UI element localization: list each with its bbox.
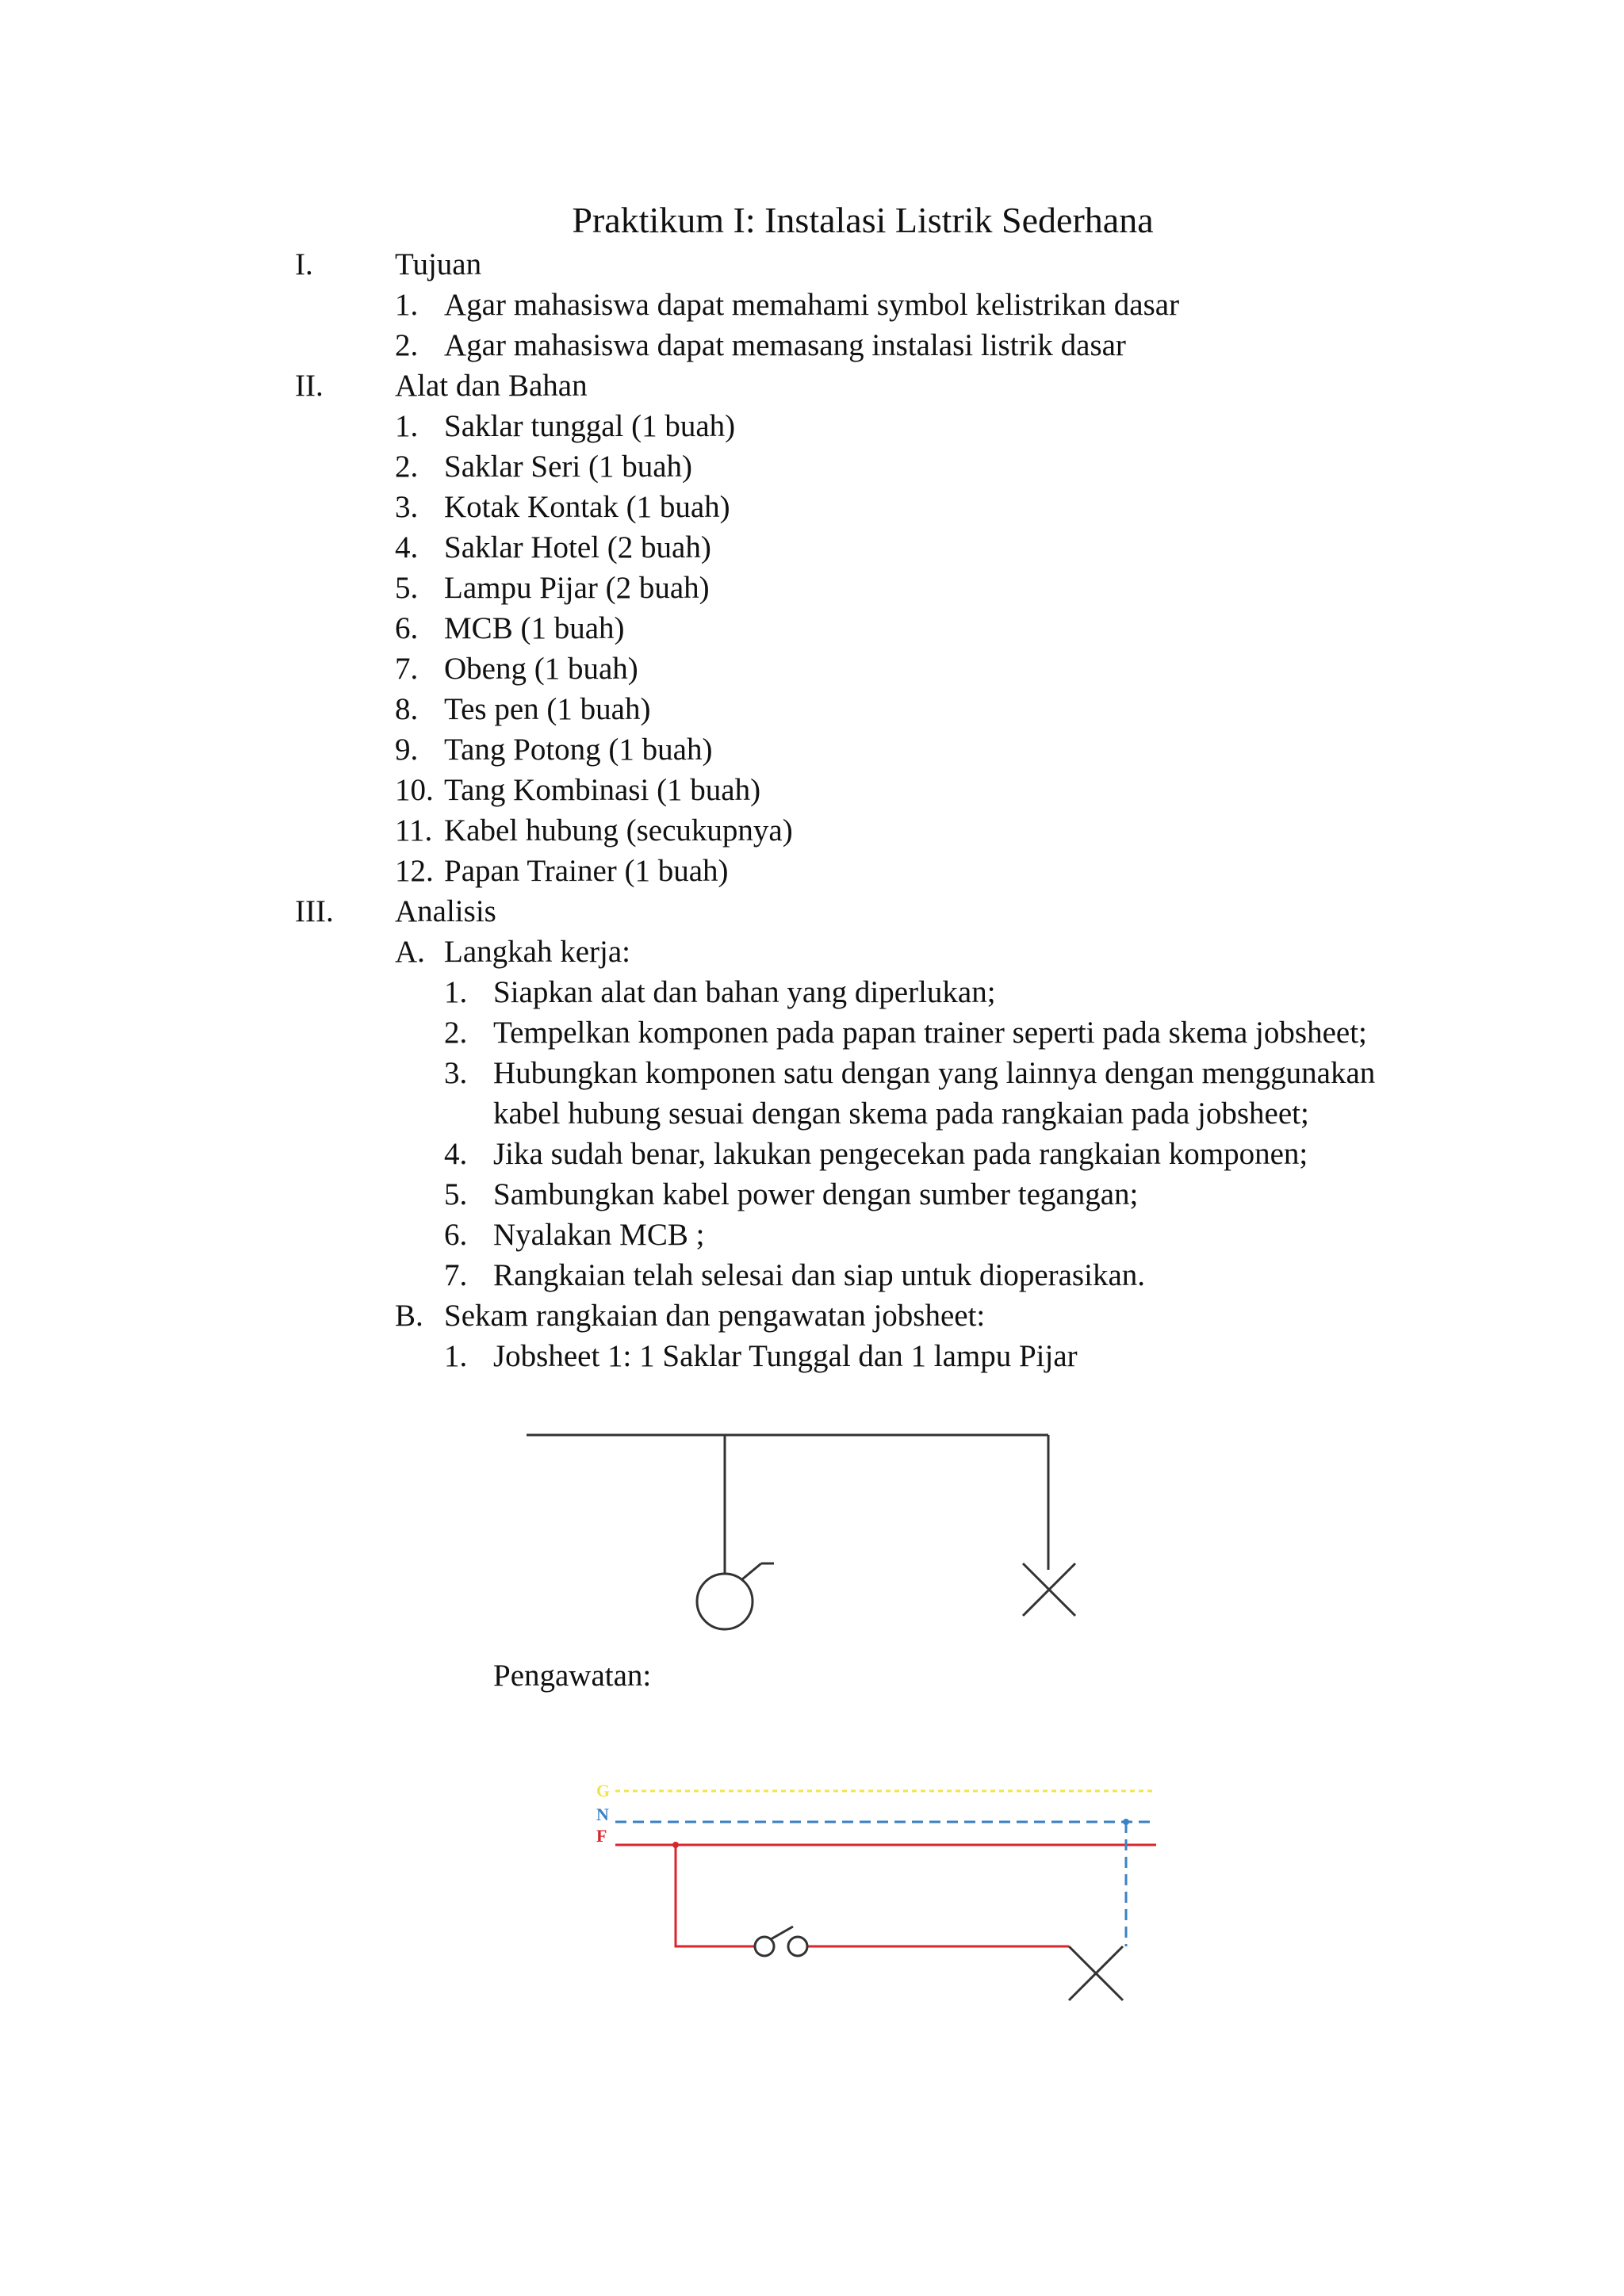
step-text: Tempelkan komponen pada papan trainer seperti pada skema jobsheet; xyxy=(493,1016,1367,1050)
list-number: 4. xyxy=(395,530,419,564)
list-number: 9. xyxy=(395,733,419,767)
list-text: Lampu Pijar (2 buah) xyxy=(444,571,710,605)
list-number: 1. xyxy=(395,409,419,443)
switch-symbol-icon xyxy=(755,1927,807,1956)
list-number: 8. xyxy=(395,692,419,726)
list-text: Saklar Hotel (2 buah) xyxy=(444,530,711,564)
section-heading: Tujuan xyxy=(395,247,482,281)
list-text: Tang Kombinasi (1 buah) xyxy=(444,773,761,807)
step-text: Rangkaian telah selesai dan siap untuk dioperasikan. xyxy=(493,1258,1146,1292)
step-number: 3. xyxy=(444,1056,468,1090)
subsection-title: Sekam rangkaian dan pengawatan jobsheet: xyxy=(444,1299,986,1333)
list-item xyxy=(395,487,730,527)
section-numeral: II. xyxy=(295,369,324,403)
list-number: 6. xyxy=(395,611,419,645)
step-number: 1. xyxy=(444,1339,468,1373)
list-item xyxy=(395,406,735,446)
wire-label-n: N xyxy=(596,1804,609,1824)
list-text: Agar mahasiswa dapat memasang instalasi listrik dasar xyxy=(444,328,1126,362)
phase-to-switch-wire xyxy=(676,1845,755,1946)
section-heading: Alat dan Bahan xyxy=(395,369,588,403)
step-number: 5. xyxy=(444,1177,468,1211)
lamp-symbol-icon xyxy=(1023,1563,1075,1616)
lamp-symbol-icon xyxy=(1069,1946,1123,2000)
step-item xyxy=(444,1012,1367,1053)
list-item xyxy=(395,608,625,649)
list-item xyxy=(395,729,712,770)
list-item xyxy=(395,285,1179,325)
list-item xyxy=(395,325,1126,365)
page-title: Praktikum I: Instalasi Listrik Sederhana xyxy=(572,200,1154,240)
list-text: Tang Potong (1 buah) xyxy=(444,733,713,767)
list-text: Saklar Seri (1 buah) xyxy=(444,450,692,484)
step-item xyxy=(444,1215,704,1255)
list-text: Tes pen (1 buah) xyxy=(444,692,651,726)
step-text: Siapkan alat dan bahan yang diperlukan; xyxy=(493,975,996,1009)
list-number: 12. xyxy=(395,854,434,888)
list-number: 2. xyxy=(395,450,419,484)
step-item xyxy=(444,972,996,1012)
subsection-title: Langkah kerja: xyxy=(444,935,630,969)
list-number: 3. xyxy=(395,490,419,524)
list-text: Papan Trainer (1 buah) xyxy=(444,854,729,888)
step-text: Hubungkan komponen satu dengan yang lainnya dengan menggunakan xyxy=(493,1056,1376,1090)
list-text: Kabel hubung (secukupnya) xyxy=(444,813,793,848)
step-number: 6. xyxy=(444,1218,468,1252)
step-text: Nyalakan MCB ; xyxy=(493,1218,705,1252)
list-item xyxy=(395,568,710,608)
schematic-wiring xyxy=(527,1435,1048,1574)
list-number: 11. xyxy=(395,813,433,848)
wire-label-g: G xyxy=(596,1781,611,1800)
list-item xyxy=(395,527,711,568)
step-item xyxy=(444,1053,1375,1093)
list-text: Obeng (1 buah) xyxy=(444,652,638,686)
list-number: 5. xyxy=(395,571,419,605)
list-item xyxy=(395,810,793,851)
list-text: Agar mahasiswa dapat memahami symbol kelistrikan dasar xyxy=(444,288,1180,322)
step-number: 1. xyxy=(444,975,468,1009)
list-item xyxy=(395,689,650,729)
section-numeral: III. xyxy=(295,894,334,928)
list-number: 2. xyxy=(395,328,419,362)
step-number: 2. xyxy=(444,1016,468,1050)
list-text: MCB (1 buah) xyxy=(444,611,625,645)
list-item xyxy=(395,446,692,487)
wire-label-f: F xyxy=(596,1826,607,1846)
subsection-heading xyxy=(395,932,630,972)
list-number: 10. xyxy=(395,773,434,807)
list-item xyxy=(395,649,638,689)
section-heading: Analisis xyxy=(395,894,496,928)
schematic-diagram xyxy=(508,1411,1110,1649)
list-number: 1. xyxy=(395,288,419,322)
wiring-diagram xyxy=(579,1776,1166,2022)
step-text: Jika sudah benar, lakukan pengecekan pada rangkaian komponen; xyxy=(493,1137,1308,1171)
list-text: Saklar tunggal (1 buah) xyxy=(444,409,736,443)
subsection-heading xyxy=(395,1295,985,1336)
step-item xyxy=(444,1174,1138,1215)
step-item xyxy=(444,1134,1308,1174)
step-continuation: kabel hubung sesuai dengan skema pada rangkaian pada jobsheet; xyxy=(493,1096,1309,1131)
list-item xyxy=(395,851,729,891)
step-number: 4. xyxy=(444,1137,468,1171)
section-numeral: I. xyxy=(295,247,313,281)
outlet-symbol-icon xyxy=(697,1563,774,1629)
list-text: Kotak Kontak (1 buah) xyxy=(444,490,730,524)
pengawatan-label: Pengawatan: xyxy=(493,1659,652,1693)
step-item xyxy=(444,1255,1145,1295)
list-item xyxy=(395,770,760,810)
step-text: Sambungkan kabel power dengan sumber tegangan; xyxy=(493,1177,1139,1211)
subsection-letter: B. xyxy=(395,1299,423,1333)
step-number: 7. xyxy=(444,1258,468,1292)
step-item xyxy=(444,1336,1078,1376)
subsection-letter: A. xyxy=(395,935,425,969)
step-text: Jobsheet 1: 1 Saklar Tunggal dan 1 lampu Pijar xyxy=(493,1339,1078,1373)
list-number: 7. xyxy=(395,652,419,686)
